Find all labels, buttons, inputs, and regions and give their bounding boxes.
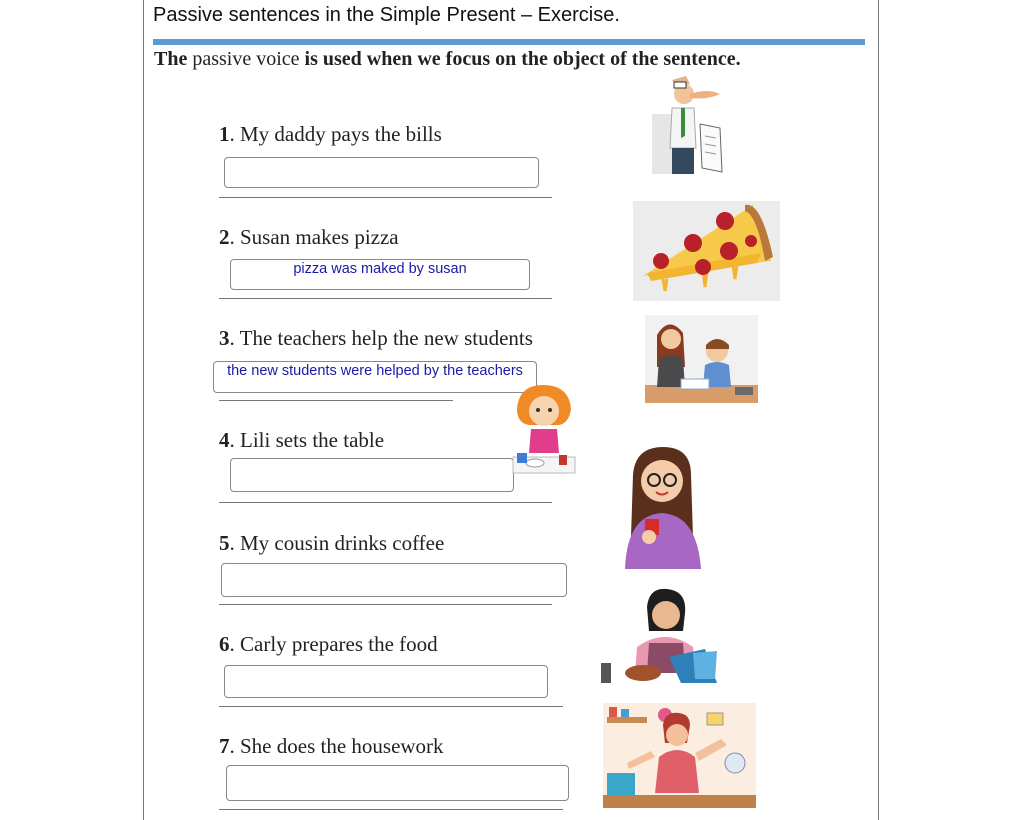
woman-doing-housework-picture [603,703,756,808]
question-1 [219,122,442,147]
question-6 [219,632,438,657]
answer-line [219,706,563,707]
answer-input-3[interactable]: the new students were helped by the teachers [213,361,537,393]
answer-input-6[interactable] [224,665,548,698]
intro-part-1: The [154,48,188,70]
question-number: 4 [219,428,230,452]
answer-input-5[interactable] [221,563,567,597]
question-number: 6 [219,632,230,656]
man-reading-bill-picture [650,72,730,180]
answer-input-4[interactable] [230,458,514,492]
woman-drinking-coffee-picture [619,445,705,571]
question-text: . The teachers help the new students [229,326,533,350]
answer-line [219,197,552,198]
intro-sentence [154,48,741,71]
question-number: 5 [219,531,230,555]
intro-part-2: passive voice [187,48,305,70]
intro-part-3: is used when we focus on the object of the sentence. [304,48,741,70]
question-text: . Susan makes pizza [229,225,399,249]
pizza-slice-picture [633,201,780,301]
question-number: 1 [219,122,230,146]
answer-line [219,809,563,810]
answer-input-7[interactable] [226,765,569,801]
teacher-and-student-picture [645,315,758,403]
question-7 [219,734,444,759]
question-text: . My cousin drinks coffee [229,531,445,555]
question-4 [219,428,384,453]
woman-cooking-picture [597,587,719,687]
question-text: . Carly prepares the food [229,632,438,656]
answer-input-2[interactable]: pizza was maked by susan [230,259,530,290]
answer-input-1[interactable] [224,157,539,188]
question-number: 3 [219,326,230,350]
answer-line [219,400,453,401]
question-number: 2 [219,225,230,249]
question-5 [219,531,444,556]
girl-setting-table-picture [511,385,577,477]
worksheet-title: Passive sentences in the Simple Present – Exercise. [153,4,620,26]
question-text: . She does the housework [229,734,444,758]
question-number: 7 [219,734,230,758]
question-3 [219,326,533,351]
header-bar [153,39,865,45]
answer-line [219,604,552,605]
question-text: . My daddy pays the bills [229,122,442,146]
answer-line [219,298,552,299]
question-2 [219,225,399,250]
answer-line [219,502,552,503]
question-text: . Lili sets the table [229,428,385,452]
